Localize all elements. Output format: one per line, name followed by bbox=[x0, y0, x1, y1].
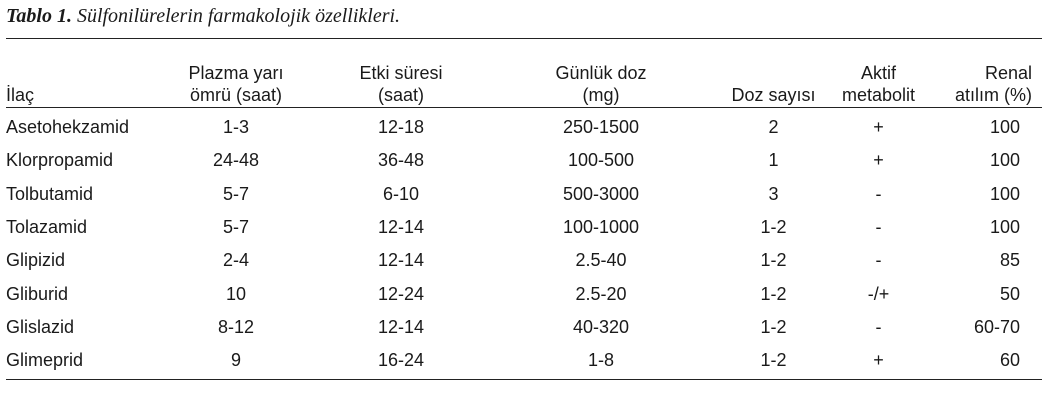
cell-half-life: 1-3 bbox=[222, 117, 249, 138]
cell-drug: Gliburid bbox=[6, 283, 69, 304]
column-header-duration: Etki süresi (saat) bbox=[359, 63, 443, 105]
column-header-renal-excretion: Renal atılım (%) bbox=[954, 63, 1032, 105]
table-bottom-rule bbox=[6, 379, 1042, 380]
cell-drug: Asetohekzamid bbox=[6, 117, 130, 138]
cell-daily-dose: 2.5-20 bbox=[575, 283, 627, 304]
cell-duration: 16-24 bbox=[377, 350, 425, 371]
cell-active-metabolite: - bbox=[875, 316, 882, 337]
caption-label: Tablo 1. bbox=[6, 5, 72, 27]
column-header-dose-count: Doz sayısı bbox=[731, 85, 816, 105]
table-row bbox=[6, 277, 1042, 310]
cell-dose-count: 1-2 bbox=[760, 350, 787, 371]
cell-active-metabolite: - bbox=[875, 250, 882, 271]
cell-dose-count: 1-2 bbox=[760, 316, 787, 337]
cell-duration: 12-14 bbox=[377, 250, 425, 271]
cell-daily-dose: 100-500 bbox=[567, 150, 635, 171]
cell-half-life: 2-4 bbox=[222, 250, 249, 271]
cell-renal-excretion: 100 bbox=[989, 217, 1020, 238]
column-header-half-life: Plazma yarı ömrü (saat) bbox=[188, 63, 284, 105]
header-row bbox=[6, 40, 1042, 109]
cell-active-metabolite: - bbox=[875, 183, 882, 204]
cell-active-metabolite: + bbox=[873, 117, 884, 138]
column-header-drug: İlaç bbox=[6, 85, 35, 105]
cell-daily-dose: 40-320 bbox=[572, 316, 630, 337]
cell-renal-excretion: 85 bbox=[999, 250, 1020, 271]
cell-daily-dose: 250-1500 bbox=[562, 117, 640, 138]
cell-renal-excretion: 100 bbox=[989, 117, 1020, 138]
cell-half-life: 24-48 bbox=[212, 150, 260, 171]
column-header-daily-dose: Günlük doz (mg) bbox=[555, 63, 647, 105]
cell-half-life: 9 bbox=[230, 350, 241, 371]
cell-half-life: 5-7 bbox=[222, 183, 249, 204]
cell-dose-count: 3 bbox=[768, 183, 779, 204]
cell-active-metabolite: -/+ bbox=[867, 283, 890, 304]
cell-duration: 6-10 bbox=[382, 183, 420, 204]
cell-half-life: 8-12 bbox=[217, 316, 255, 337]
cell-drug: Tolazamid bbox=[6, 217, 88, 238]
caption-text: Sülfonilürelerin farmakolojik özellikleri. bbox=[76, 5, 401, 27]
cell-duration: 12-14 bbox=[377, 316, 425, 337]
column-header-active-metabolite: Aktif metabolit bbox=[841, 63, 916, 105]
cell-drug: Glislazid bbox=[6, 316, 75, 337]
cell-dose-count: 1-2 bbox=[760, 217, 787, 238]
table-row bbox=[6, 109, 1042, 144]
table-top-rule bbox=[6, 38, 1042, 39]
cell-daily-dose: 500-3000 bbox=[562, 183, 640, 204]
cell-dose-count: 1-2 bbox=[760, 283, 787, 304]
cell-dose-count: 2 bbox=[768, 117, 779, 138]
cell-renal-excretion: 60-70 bbox=[973, 316, 1020, 337]
cell-daily-dose: 100-1000 bbox=[562, 217, 640, 238]
table-row bbox=[6, 344, 1042, 377]
cell-drug: Glipizid bbox=[6, 250, 66, 271]
cell-half-life: 10 bbox=[225, 283, 247, 304]
cell-drug: Tolbutamid bbox=[6, 183, 94, 204]
cell-dose-count: 1 bbox=[768, 150, 779, 171]
cell-dose-count: 1-2 bbox=[760, 250, 787, 271]
cell-duration: 12-18 bbox=[377, 117, 425, 138]
cell-active-metabolite: + bbox=[873, 150, 884, 171]
table-row bbox=[6, 144, 1042, 177]
cell-renal-excretion: 100 bbox=[989, 150, 1020, 171]
cell-duration: 36-48 bbox=[377, 150, 425, 171]
table-caption bbox=[6, 3, 400, 29]
cell-daily-dose: 2.5-40 bbox=[575, 250, 627, 271]
cell-daily-dose: 1-8 bbox=[587, 350, 614, 371]
cell-drug: Klorpropamid bbox=[6, 150, 114, 171]
cell-active-metabolite: + bbox=[873, 350, 884, 371]
cell-active-metabolite: - bbox=[875, 217, 882, 238]
table-row bbox=[6, 311, 1042, 344]
cell-duration: 12-24 bbox=[377, 283, 425, 304]
table-row bbox=[6, 211, 1042, 244]
table-row bbox=[6, 178, 1042, 211]
cell-renal-excretion: 50 bbox=[999, 283, 1020, 304]
cell-duration: 12-14 bbox=[377, 217, 425, 238]
cell-half-life: 5-7 bbox=[222, 217, 249, 238]
table-row bbox=[6, 244, 1042, 277]
cell-renal-excretion: 60 bbox=[999, 350, 1020, 371]
cell-drug: Glimeprid bbox=[6, 350, 84, 371]
drug-properties-table bbox=[6, 40, 1042, 377]
cell-renal-excretion: 100 bbox=[989, 183, 1020, 204]
